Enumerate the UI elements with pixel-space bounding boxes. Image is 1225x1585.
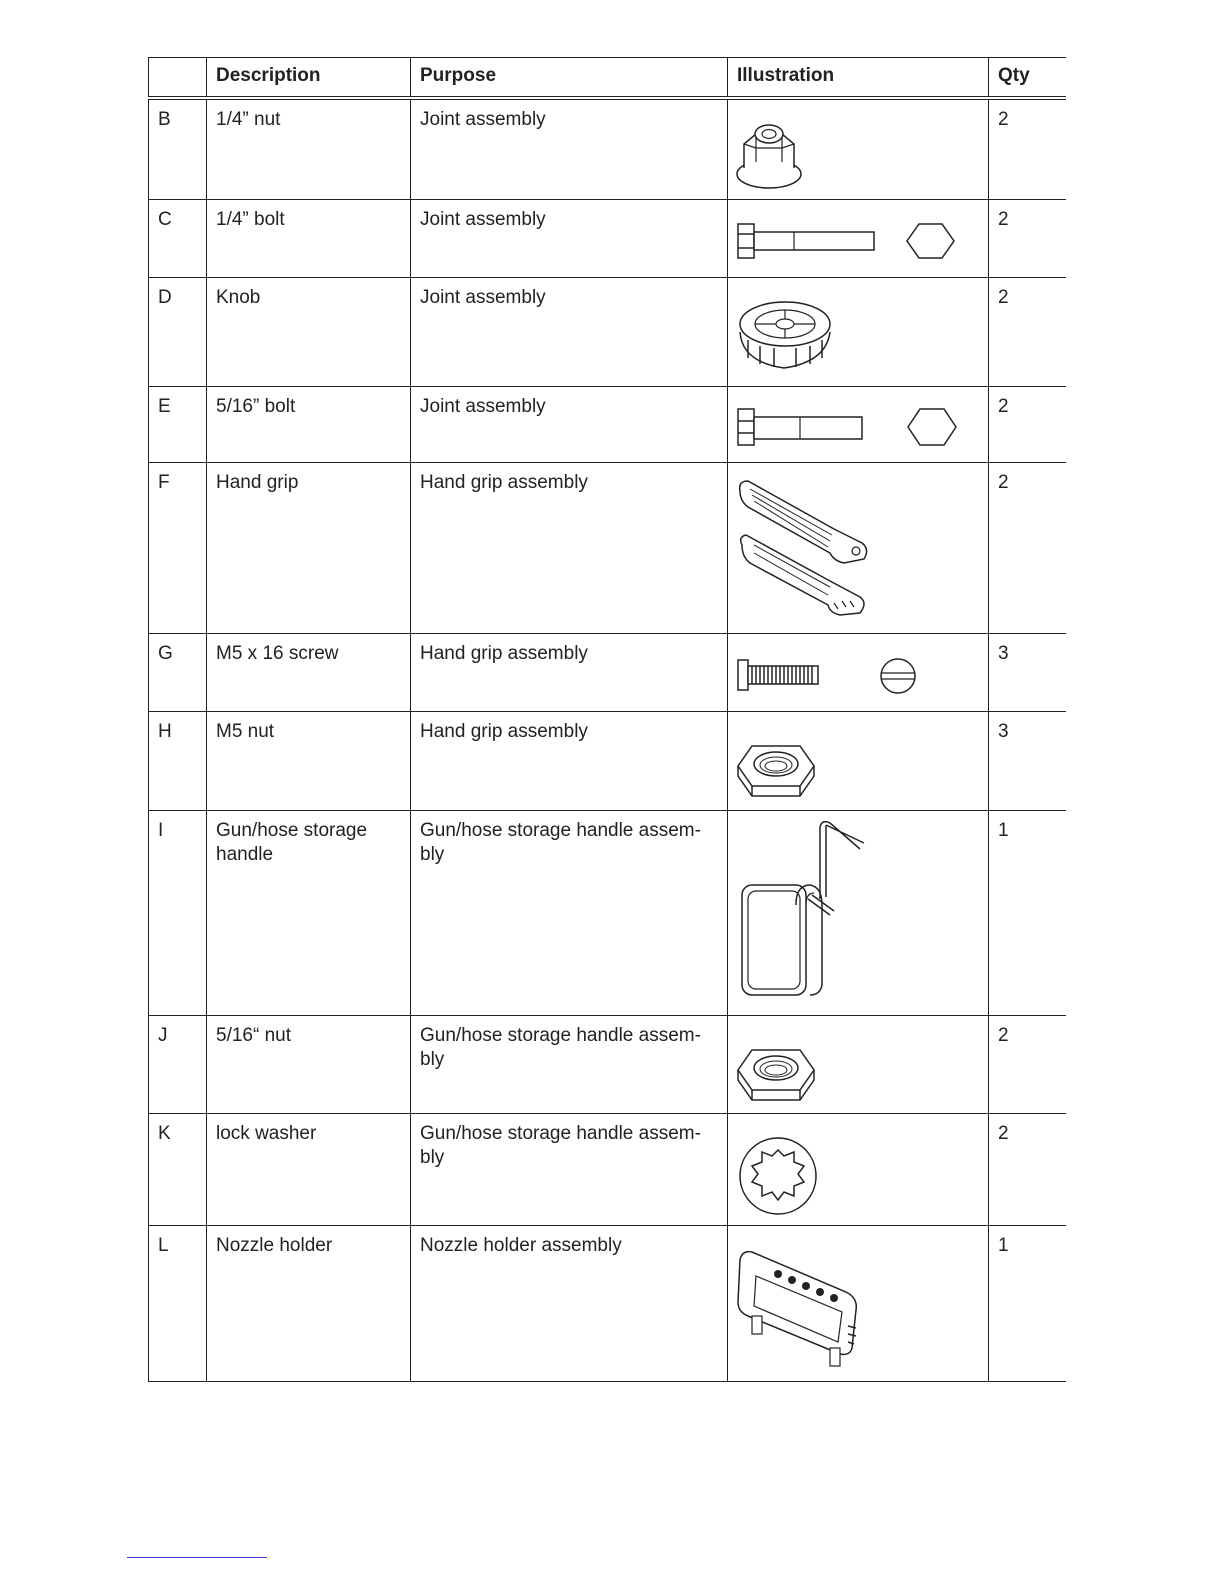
- table-row: [149, 277, 1066, 386]
- hex-nut-icon: [734, 1020, 844, 1108]
- table-row: [149, 810, 1066, 1015]
- nozzle-holder-icon: [734, 1230, 874, 1374]
- screw-icon: [734, 638, 974, 702]
- hex-bolt-icon: [734, 204, 974, 270]
- row-description: 1/4” nut: [207, 98, 411, 199]
- hex-nut-icon: [734, 716, 844, 804]
- row-description: 5/16“ nut: [207, 1015, 411, 1113]
- table-row: [149, 199, 1066, 277]
- row-key: K: [149, 1113, 207, 1225]
- row-qty: 2: [989, 277, 1066, 386]
- row-purpose: Joint assembly: [411, 277, 728, 386]
- hex-bolt-icon: [734, 391, 974, 455]
- header-illustration: Illustration: [728, 58, 989, 99]
- row-key: B: [149, 98, 207, 199]
- table-row: [149, 1015, 1066, 1113]
- row-key: I: [149, 810, 207, 1015]
- row-purpose: Hand grip assembly: [411, 462, 728, 633]
- row-description: 1/4” bolt: [207, 199, 411, 277]
- header-qty: Qty: [989, 58, 1066, 99]
- row-illustration: [728, 277, 989, 386]
- row-key: D: [149, 277, 207, 386]
- row-purpose: Gun/hose storage handle assem- bly: [411, 1015, 728, 1113]
- header-purpose: Purpose: [411, 58, 728, 99]
- row-illustration: [728, 633, 989, 711]
- table-row: [149, 98, 1066, 199]
- row-description: Knob: [207, 277, 411, 386]
- storage-handle-icon: [734, 815, 884, 1005]
- header-description: Description: [207, 58, 411, 99]
- header-row: [149, 58, 1066, 99]
- table-row: [149, 386, 1066, 462]
- row-description: 5/16” bolt: [207, 386, 411, 462]
- row-key: F: [149, 462, 207, 633]
- row-illustration: [728, 711, 989, 810]
- row-description: Hand grip: [207, 462, 411, 633]
- row-key: J: [149, 1015, 207, 1113]
- table-row: [149, 1113, 1066, 1225]
- row-description: M5 x 16 screw: [207, 633, 411, 711]
- table-row: [149, 633, 1066, 711]
- row-illustration: [728, 810, 989, 1015]
- row-illustration: [728, 1225, 989, 1381]
- row-purpose: Gun/hose storage handle assem- bly: [411, 810, 728, 1015]
- row-description: M5 nut: [207, 711, 411, 810]
- row-description: Gun/hose storage handle: [207, 810, 411, 1015]
- knob-icon: [734, 282, 844, 378]
- row-qty: 2: [989, 98, 1066, 199]
- row-qty: 2: [989, 1015, 1066, 1113]
- row-qty: 3: [989, 711, 1066, 810]
- row-key: C: [149, 199, 207, 277]
- row-qty: 1: [989, 810, 1066, 1015]
- hand-grip-icon: [734, 467, 884, 625]
- row-purpose: Joint assembly: [411, 199, 728, 277]
- row-qty: 2: [989, 386, 1066, 462]
- row-purpose: Nozzle holder assembly: [411, 1225, 728, 1381]
- table-row: [149, 462, 1066, 633]
- row-qty: 3: [989, 633, 1066, 711]
- row-illustration: [728, 1015, 989, 1113]
- row-key: E: [149, 386, 207, 462]
- row-qty: 1: [989, 1225, 1066, 1381]
- header-key: [149, 58, 207, 99]
- flange-nut-icon: [734, 104, 824, 194]
- row-illustration: [728, 462, 989, 633]
- row-qty: 2: [989, 1113, 1066, 1225]
- row-illustration: [728, 386, 989, 462]
- row-illustration: [728, 199, 989, 277]
- lock-washer-icon: [734, 1118, 844, 1220]
- row-purpose: Gun/hose storage handle assem- bly: [411, 1113, 728, 1225]
- row-key: H: [149, 711, 207, 810]
- parts-table: [148, 57, 1066, 1382]
- row-purpose: Joint assembly: [411, 98, 728, 199]
- row-illustration: [728, 1113, 989, 1225]
- row-description: Nozzle holder: [207, 1225, 411, 1381]
- row-key: L: [149, 1225, 207, 1381]
- row-qty: 2: [989, 462, 1066, 633]
- table-row: [149, 1225, 1066, 1381]
- row-purpose: Hand grip assembly: [411, 633, 728, 711]
- row-purpose: Joint assembly: [411, 386, 728, 462]
- row-key: G: [149, 633, 207, 711]
- footer-rule: [127, 1557, 267, 1558]
- table-row: [149, 711, 1066, 810]
- row-illustration: [728, 98, 989, 199]
- row-purpose: Hand grip assembly: [411, 711, 728, 810]
- row-description: lock washer: [207, 1113, 411, 1225]
- row-qty: 2: [989, 199, 1066, 277]
